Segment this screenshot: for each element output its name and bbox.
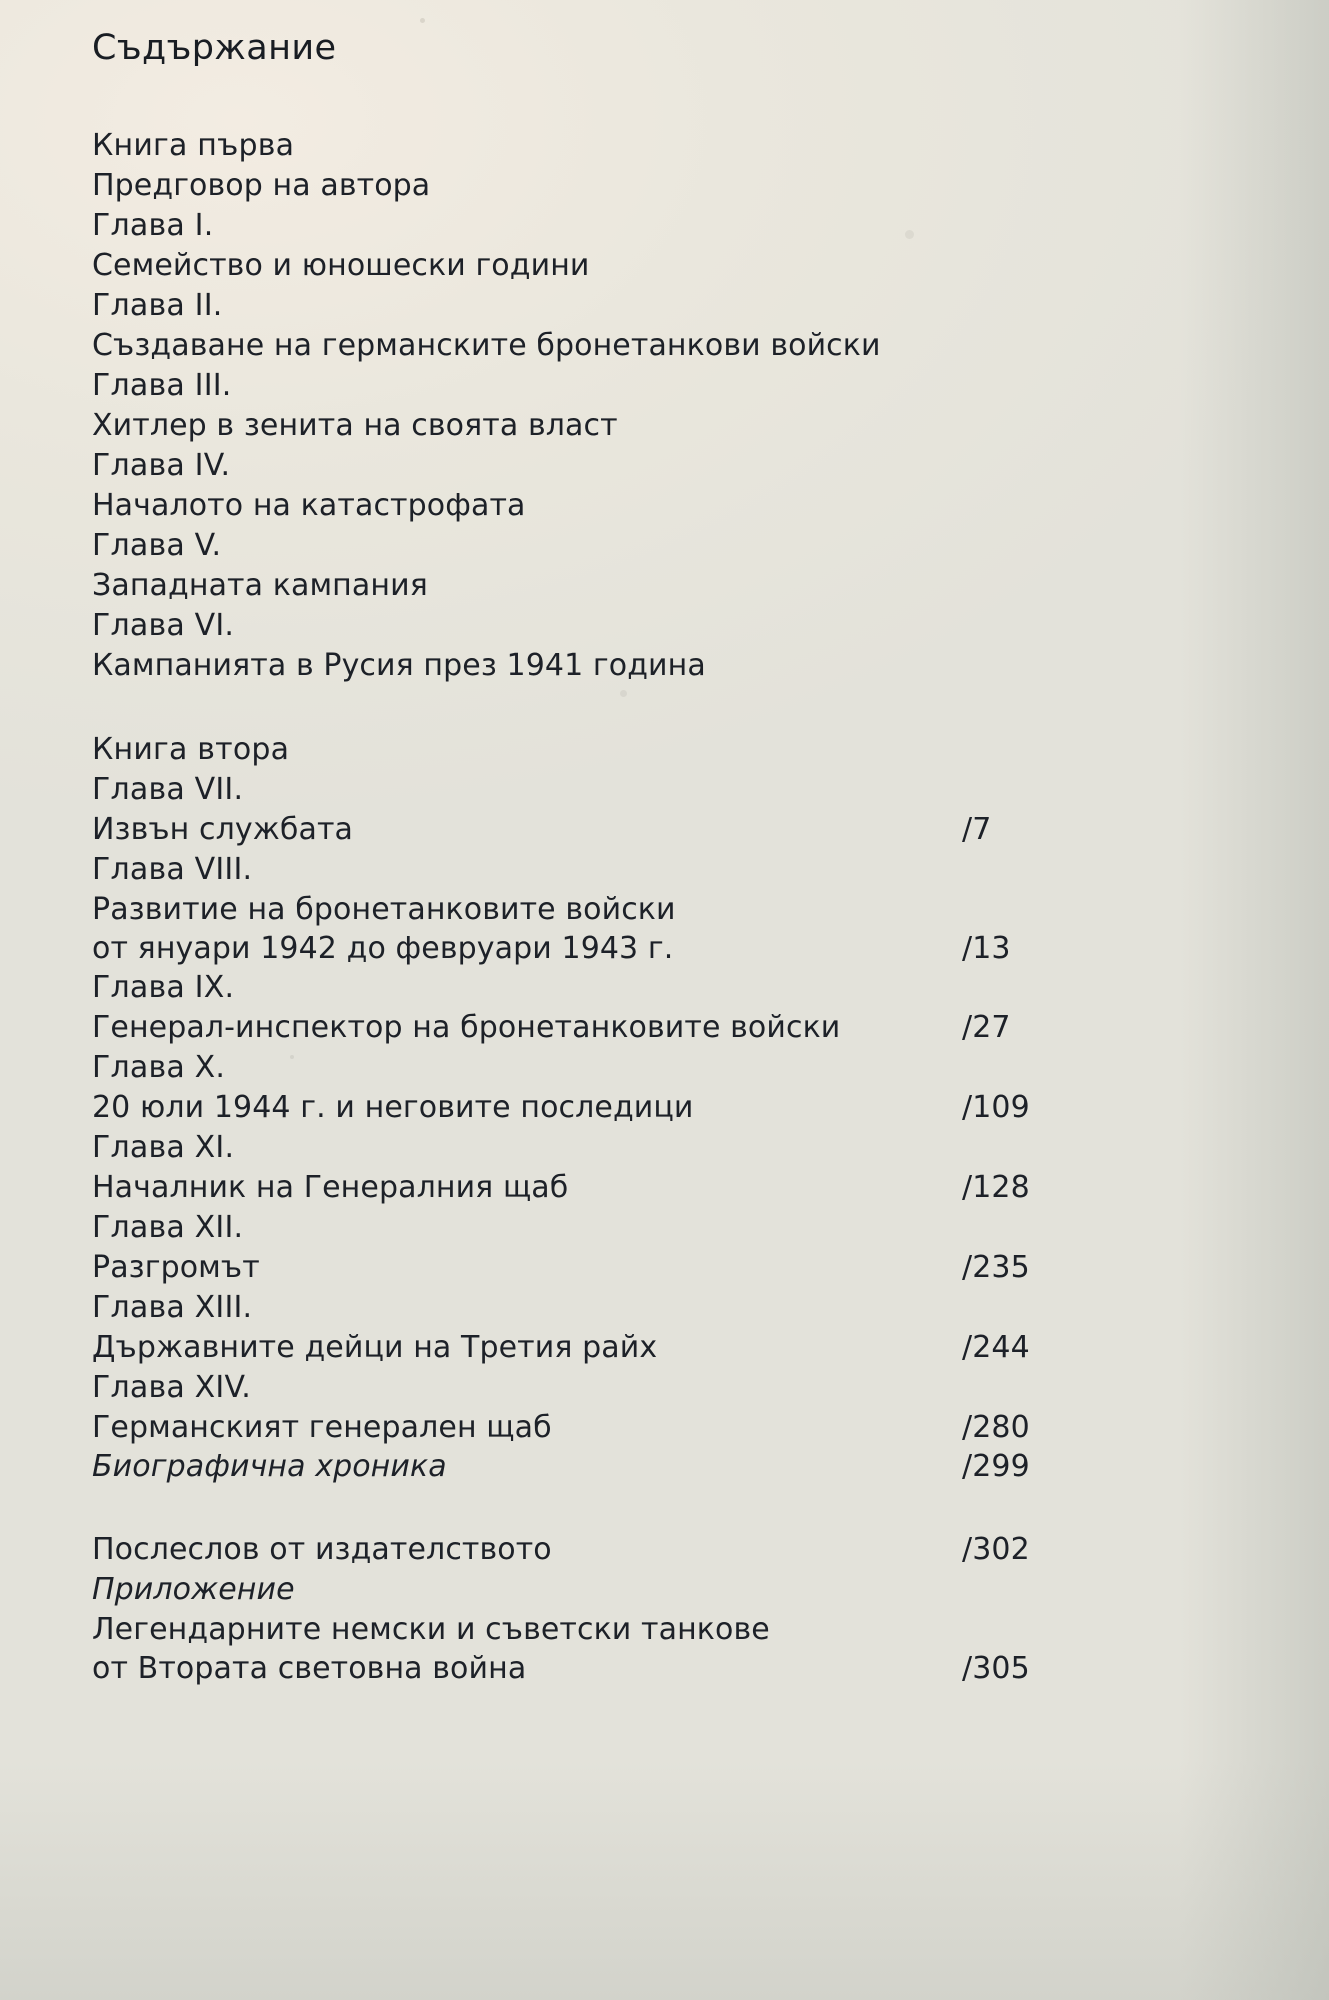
toc-entry-label: от Втората световна война (92, 1651, 527, 1686)
toc-entry-label: Държавните дейци на Третия райх (92, 1330, 658, 1365)
toc-entry (92, 1447, 1052, 1486)
toc-entry-label: Развитие на бронетанковите войски (92, 892, 676, 927)
toc-entry-page: /109 (962, 1090, 1030, 1125)
toc-entry (92, 968, 1052, 1008)
toc-entry-page: /302 (962, 1532, 1030, 1567)
toc-entry (92, 446, 1052, 486)
toc-entry-label: Глава III. (92, 368, 232, 403)
toc-entry (92, 1248, 1052, 1288)
toc-section-book-one (92, 126, 1052, 686)
toc-entry (92, 246, 1052, 286)
toc-entry (92, 566, 1052, 606)
toc-entry-label: Глава XIII. (92, 1290, 253, 1325)
toc-entry-label: Глава VII. (92, 772, 244, 807)
toc-entry (92, 1328, 1052, 1368)
paper-speck (420, 18, 425, 23)
toc-entry (92, 1368, 1052, 1408)
toc-entry (92, 1570, 1052, 1610)
toc-section-back-matter (92, 1530, 1052, 1688)
section-heading (92, 126, 1052, 166)
toc-entry-label: Глава I. (92, 208, 214, 243)
toc-entry (92, 1048, 1052, 1088)
toc-entry-label: Биографична хроника (92, 1449, 447, 1484)
toc-entry-label: Глава II. (92, 288, 223, 323)
toc-entry (92, 1649, 1052, 1688)
toc-entry-label: Легендарните немски и съветски танкове (92, 1612, 770, 1647)
toc-entry-label: Приложение (92, 1572, 295, 1607)
toc-entry-page: /299 (962, 1449, 1030, 1484)
toc-entry (92, 1008, 1052, 1048)
toc-entry (92, 406, 1052, 446)
toc-entry-label: Генерал-инспектор на бронетанковите войски (92, 1010, 841, 1045)
toc-entry (92, 646, 1052, 686)
toc-entry (92, 810, 1052, 850)
toc-entry-page: /27 (962, 1010, 1011, 1045)
toc-entry-label: Извън службата (92, 812, 354, 847)
section-heading (92, 730, 1052, 770)
toc-entry-label: Глава X. (92, 1050, 226, 1085)
toc-entry-label: Послеслов от издателството (92, 1532, 552, 1567)
toc-entry-label: Глава XI. (92, 1130, 235, 1165)
toc-entry (92, 1408, 1052, 1447)
toc-entry-page: /244 (962, 1330, 1030, 1365)
toc-entry (92, 1288, 1052, 1328)
toc-entry-label: Глава XII. (92, 1210, 244, 1245)
toc-entry-label: Разгромът (92, 1250, 260, 1285)
toc-entry (92, 770, 1052, 810)
toc-entry-label: Началото на катастрофата (92, 488, 526, 523)
toc-entry (92, 890, 1052, 929)
toc-entry (92, 1088, 1052, 1128)
toc-entry-label: Западната кампания (92, 568, 428, 603)
toc-entry-label: Глава V. (92, 528, 222, 563)
toc-entry-label: Създаване на германските бронетанкови войски (92, 328, 881, 363)
section-heading-label: Книга втора (92, 732, 290, 767)
toc-entry-page: /280 (962, 1410, 1030, 1445)
toc-entry (92, 606, 1052, 646)
section-heading-label: Книга първа (92, 128, 295, 163)
page-title: Съдържание (92, 28, 337, 68)
toc-entry-label: Кампанията в Русия през 1941 година (92, 648, 706, 683)
toc-entry-page: /128 (962, 1170, 1030, 1205)
toc-entry-label: Хитлер в зенита на своята власт (92, 408, 618, 443)
toc-entry (92, 1168, 1052, 1208)
toc-entry (92, 206, 1052, 246)
toc-entry (92, 929, 1052, 968)
toc-entry (92, 1128, 1052, 1168)
toc-entry (92, 526, 1052, 566)
toc-entry-page: /13 (962, 931, 1011, 966)
table-of-contents (92, 28, 1052, 1732)
toc-entry-label: Глава VIII. (92, 852, 253, 887)
toc-entry-label: Началник на Генералния щаб (92, 1170, 569, 1205)
toc-entry-label: Глава VI. (92, 608, 235, 643)
toc-entry (92, 1530, 1052, 1570)
toc-entry (92, 366, 1052, 406)
toc-entry (92, 850, 1052, 890)
toc-entry-label: Семейство и юношески години (92, 248, 590, 283)
toc-section-book-two (92, 730, 1052, 1486)
toc-entry-label: Германският генерален щаб (92, 1410, 552, 1445)
toc-entry-label: Глава IV. (92, 448, 231, 483)
toc-entry (92, 486, 1052, 526)
toc-entry-label: Глава XIV. (92, 1370, 252, 1405)
toc-entry-label: Глава IX. (92, 970, 235, 1005)
toc-entry-label: 20 юли 1944 г. и неговите последици (92, 1090, 694, 1125)
toc-entry (92, 326, 1052, 366)
toc-entry (92, 286, 1052, 326)
toc-entry (92, 1208, 1052, 1248)
toc-entry-label: от януари 1942 до февруари 1943 г. (92, 931, 674, 966)
toc-entry-page: /7 (962, 812, 992, 847)
toc-entry-page: /305 (962, 1651, 1030, 1686)
toc-entry-label: Предговор на автора (92, 168, 431, 203)
toc-entry-page: /235 (962, 1250, 1030, 1285)
toc-entry (92, 1610, 1052, 1649)
toc-entry (92, 166, 1052, 206)
